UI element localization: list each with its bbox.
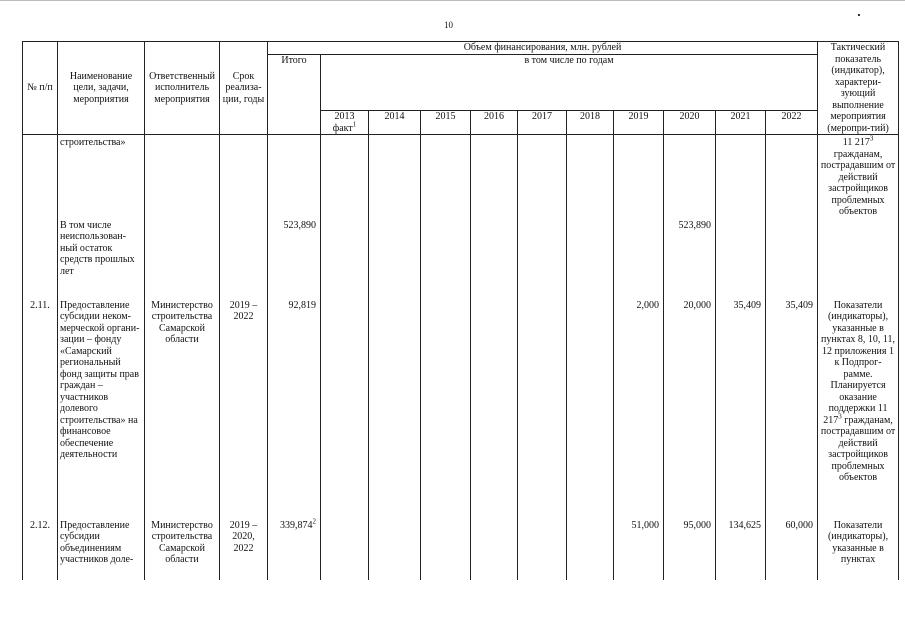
header-year: 2014 — [369, 111, 421, 135]
header-exec: Ответственный исполнитель мероприятия — [145, 42, 220, 135]
row-2022 — [766, 135, 818, 218]
row-2021: 35,409 — [716, 296, 766, 516]
row-name: Предоставление субсидии объединениям участников доле- — [58, 516, 145, 580]
row-exec: Министерство строительства Самарской области — [145, 516, 220, 580]
row-2020: 95,000 — [664, 516, 716, 580]
row-2020: 523,890 — [664, 218, 716, 296]
row-2022: 60,000 — [766, 516, 818, 580]
row-2020 — [664, 135, 716, 218]
header-year-2013: 2013 факт$^1$ — [321, 111, 369, 135]
header-term: Срок реализа-ции, годы — [220, 42, 268, 135]
page-top-edge — [0, 0, 905, 1]
row-name: строительства» — [58, 135, 145, 218]
header-year: 2016 — [471, 111, 518, 135]
row-no: 2.12. — [23, 516, 58, 580]
row-total — [268, 135, 321, 218]
header-funding: Объем финансирования, млн. рублей — [268, 42, 818, 55]
header-year: 2021 — [716, 111, 766, 135]
row-indicator: Показатели (индикаторы), указанные в пунктах 8, 10, 11, 12 приложения 1 к Подпрог-рамме. Планируется оказание поддержки 11 $217^3$ гражданам, пострадавшим от действий застройщиков проблемных объектов — [818, 296, 899, 516]
header-indicator: Тактический показатель (индикатор), характери-зующий выполнение мероприятия (меропри-тий) — [818, 42, 899, 135]
funding-table — [22, 41, 899, 580]
row-2019: 51,000 — [614, 516, 664, 580]
header-by-years: в том числе по годам — [321, 54, 818, 111]
header-total: Итого — [268, 54, 321, 135]
row-name: Предоставление субсидии неком-мерческой органи-зации – фонду «Самарский региональный фонд защиты прав граждан – участников долевого строительства» на финансовое обеспечение деятельности — [58, 296, 145, 516]
table-row — [23, 516, 899, 580]
row-term: 2019 – 2020, 2022 — [220, 516, 268, 580]
table-row — [23, 135, 899, 218]
row-2019 — [614, 135, 664, 218]
row-term: 2019 – 2022 — [220, 296, 268, 516]
header-no: № п/п — [23, 42, 58, 135]
row-2021 — [716, 218, 766, 296]
row-2019: 2,000 — [614, 296, 664, 516]
row-name: В том числе неиспользован-ный остаток средств прошлых лет — [58, 218, 145, 296]
table-row — [23, 296, 899, 516]
row-total: 339,874$^2$ — [268, 516, 321, 580]
header-year: 2022 — [766, 111, 818, 135]
row-exec — [145, 135, 220, 218]
row-total: 92,819 — [268, 296, 321, 516]
page-number: 10 — [444, 20, 453, 30]
row-no — [23, 135, 58, 218]
row-2019 — [614, 218, 664, 296]
table-row — [23, 218, 899, 296]
header-year: 2020 — [664, 111, 716, 135]
row-indicator — [818, 218, 899, 296]
row-2021: 134,625 — [716, 516, 766, 580]
scan-speck — [858, 14, 860, 16]
row-no: 2.11. — [23, 296, 58, 516]
row-2022 — [766, 218, 818, 296]
header-year: 2015 — [421, 111, 471, 135]
header-year: 2018 — [567, 111, 614, 135]
row-indicator: 11 $217^3$ гражданам, пострадавшим от действий застройщиков проблемных объектов — [818, 135, 899, 218]
header-year: 2017 — [518, 111, 567, 135]
row-term — [220, 218, 268, 296]
row-2020: 20,000 — [664, 296, 716, 516]
row-exec — [145, 218, 220, 296]
row-indicator: Показатели (индикаторы), указанные в пунктах — [818, 516, 899, 580]
row-term — [220, 135, 268, 218]
row-2022: 35,409 — [766, 296, 818, 516]
row-total: 523,890 — [268, 218, 321, 296]
header-year: 2019 — [614, 111, 664, 135]
row-exec: Министерство строительства Самарской области — [145, 296, 220, 516]
row-no — [23, 218, 58, 296]
header-name: Наименование цели, задачи, мероприятия — [58, 42, 145, 135]
row-2021 — [716, 135, 766, 218]
